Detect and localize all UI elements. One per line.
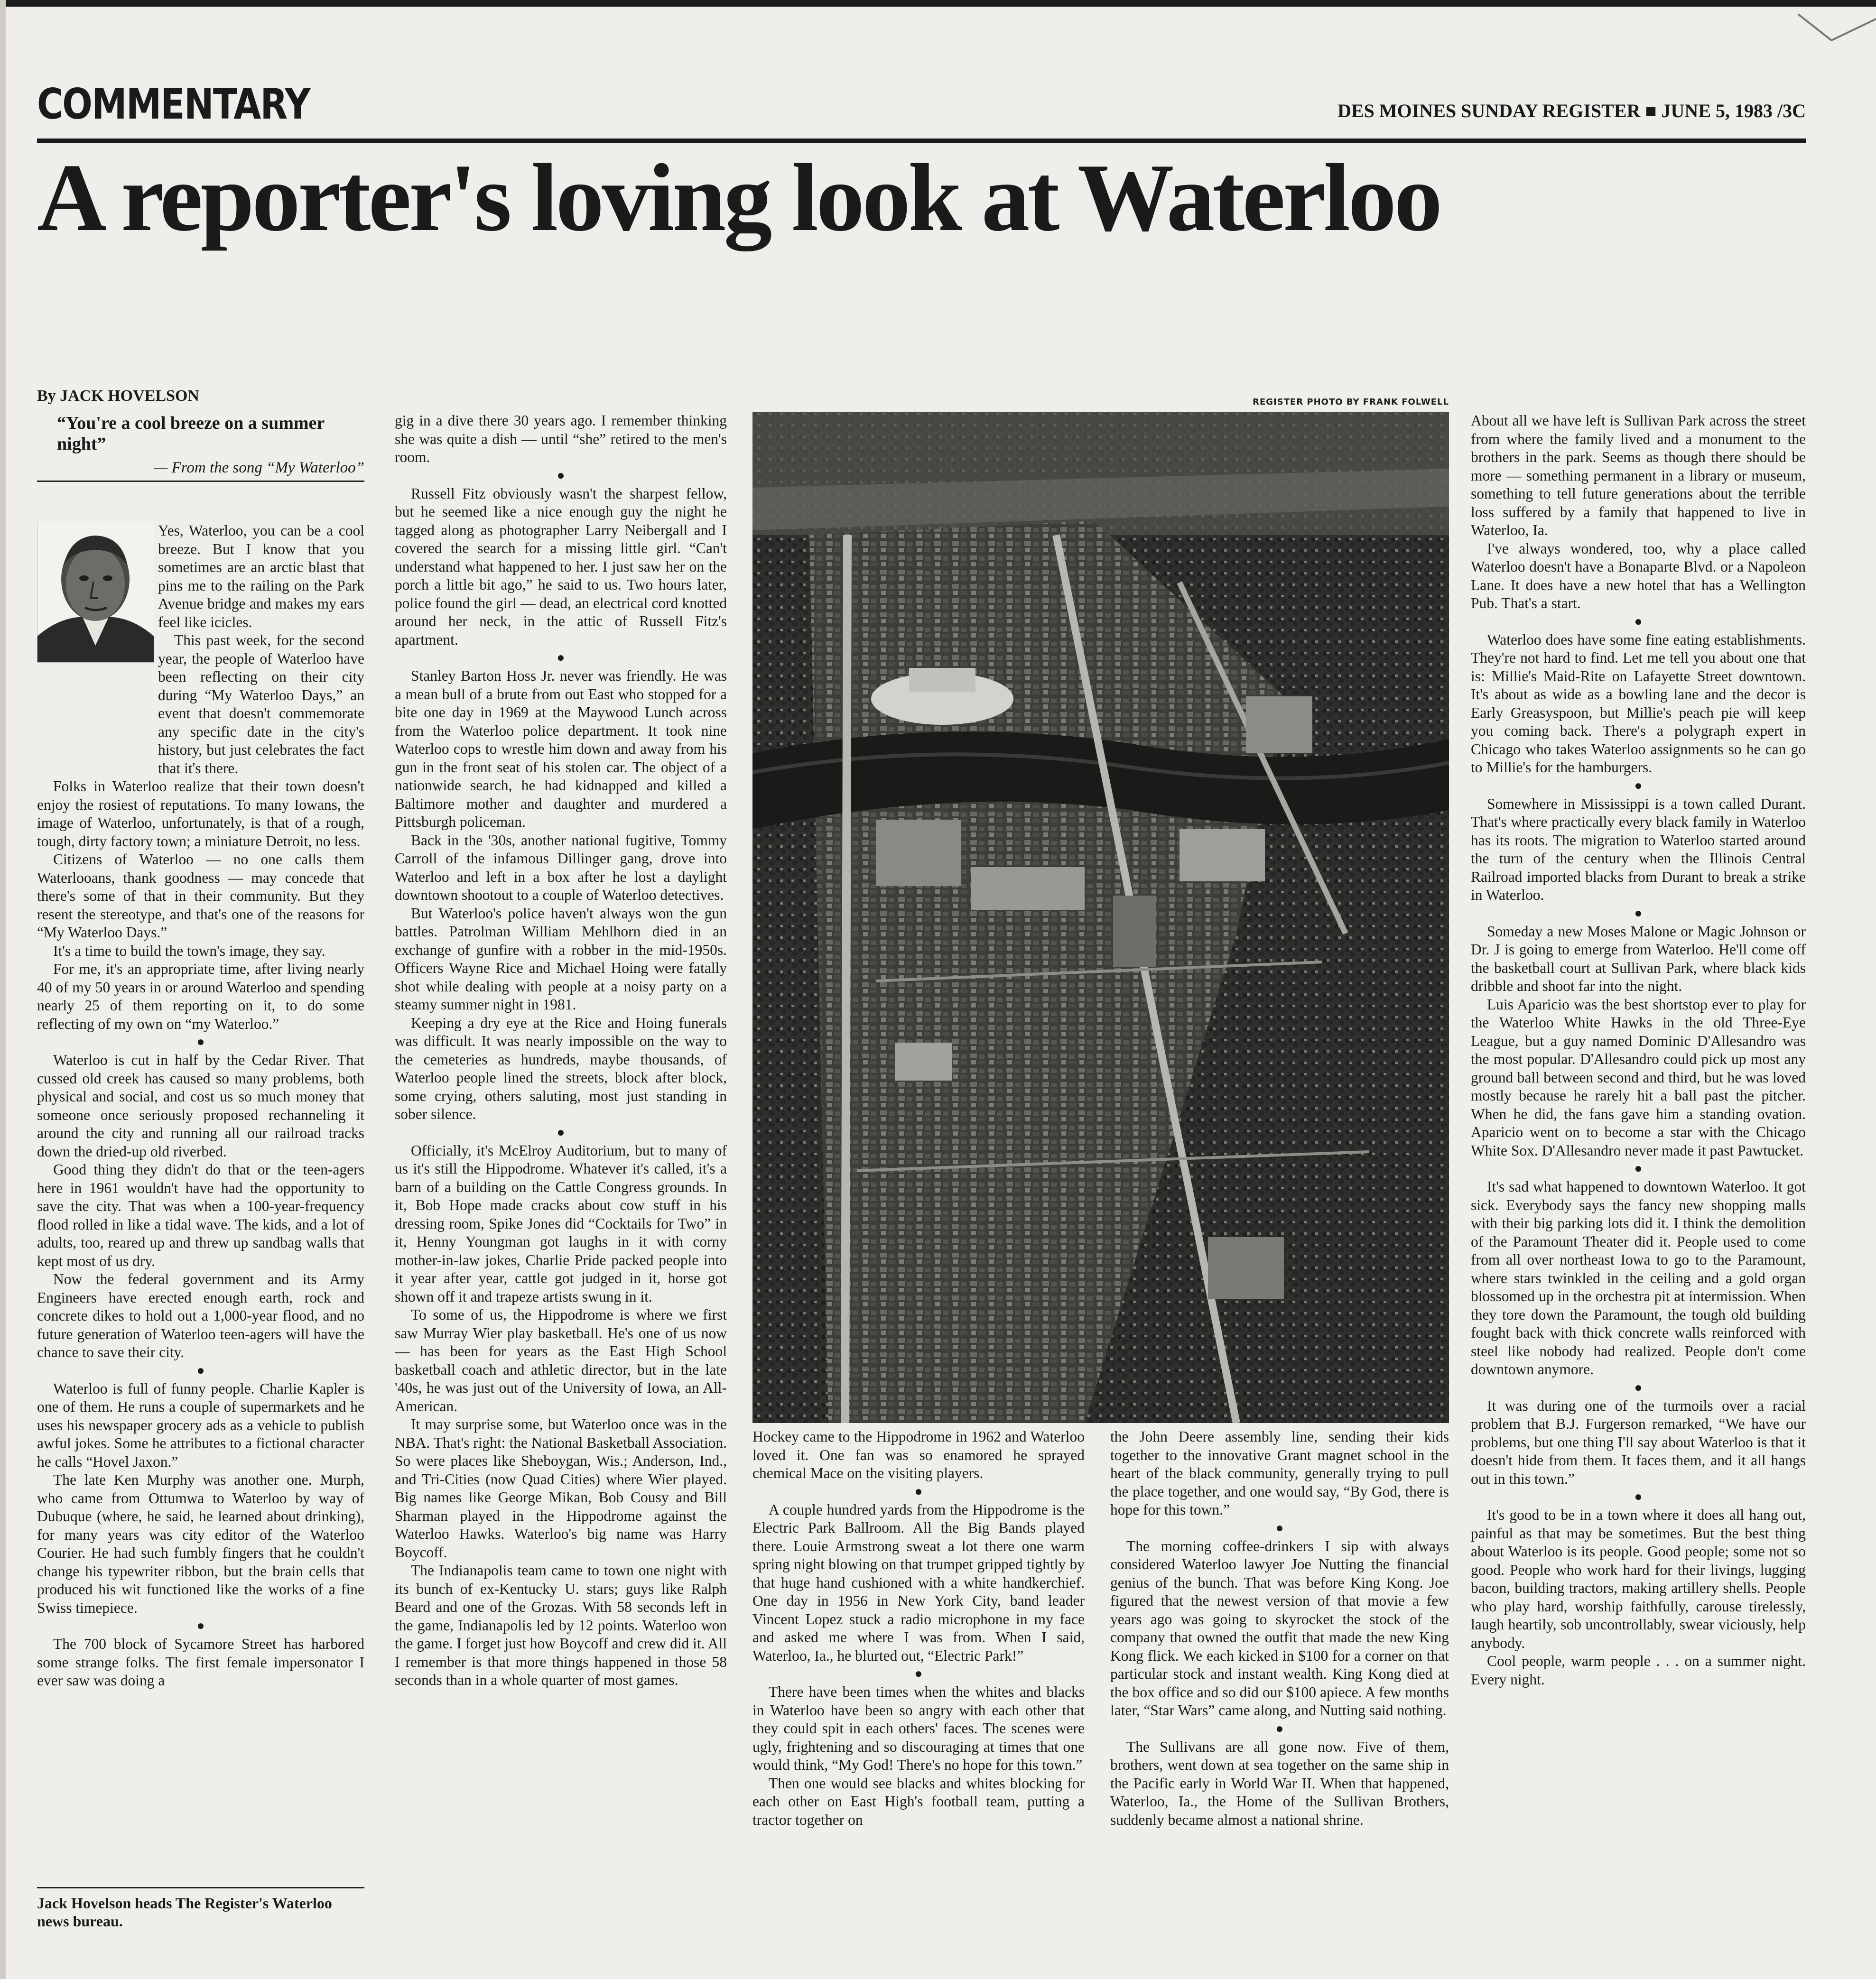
section-bullet: ● — [1634, 1489, 1643, 1504]
paragraph: There have been times when the whites and blacks in Waterloo have been so angry with each other that they could spit in each others' faces. The scenes were ugly, frightening and so discouraging at times that one would think, “My God! There's no hope for this town.” — [752, 1683, 1085, 1773]
section-bullet: ● — [196, 1618, 205, 1633]
paragraph: Officially, it's McElroy Auditorium, but to many of us it's still the Hippodrome. Whatever it's called, it's a barn of a building on the Cattle Congress grounds. In it, Bob Hope made cracks about cow stuff in his dressing room, Spike Jones did “Cocktails for Two” in it, Henny Youngman got laughs in it with corny mother-in-law jokes, Charlie Pride packed people into it year after year, cattle got judged in it, horse got shown off it and trapeze artists swung in it. — [395, 1142, 727, 1305]
paragraph: Waterloo does have some fine eating establishments. They're not hard to find. Let me tell you about one that is: Millie's Maid-Rite on Lafayette Street downtown. It's about as wide as a bowling lane and the decor is Early Greasyspoon, but Millie's peach pie will keep you coming back. There's a polygraph expert in Chicago who takes Waterloo assignments so he can go to Millie's for the hamburgers. — [1471, 631, 1806, 776]
paragraph: Stanley Barton Hoss Jr. never was friendly. He was a mean bull of a brute from out East who stopped for a bite one day in 1969 at the Maywood Lunch across from the Waterloo police department. It took nine Waterloo cops to wrestle him down and away from his gun in the front seat of his stolen car. The object of a nationwide search, he had kidnapped and killed a Baltimore mother and daughter and murdered a Pittsburgh policeman. — [395, 667, 727, 830]
paragraph: About all we have left is Sullivan Park across the street from where the family lived and a monument to the brothers in the park. Seems as though there should be more — something permanent in a library or museum, something to tell future generations about the terrible loss suffered by a family that happened to live in Waterloo, Ia. — [1471, 412, 1806, 538]
paragraph: gig in a dive there 30 years ago. I remember thinking she was quite a dish — until “she” retired to the men's room. — [395, 412, 727, 465]
article-column-1 — [37, 522, 364, 1882]
epigraph-source: — From the song “My Waterloo” — [154, 459, 364, 476]
paragraph: The Indianapolis team came to town one night with its bunch of ex-Kentucky U. stars; guys like Ralph Beard and one of the Grozas. With 58 seconds left in the game, Indianapolis led by 12 points. Waterloo won the game. I forget just how Boycoff and crew did it. All I remember is that more things happened in those 58 seconds than in a whole quarter of most games. — [395, 1562, 727, 1688]
paragraph: Cool people, warm people . . . on a summer night. Every night. — [1471, 1653, 1806, 1688]
section-bullet: ● — [557, 1125, 565, 1140]
headline: A reporter's loving look at Waterloo — [37, 144, 1440, 251]
epigraph-quote: “You're a cool breeze on a summer night” — [57, 413, 325, 454]
paragraph: The 700 block of Sycamore Street has harbored some strange folks. The first female impersonator I ever saw was doing a — [37, 1636, 364, 1689]
article-column-4 — [1110, 1428, 1449, 1953]
photo-credit: REGISTER PHOTO BY FRANK FOLWELL — [1253, 397, 1449, 407]
paragraph: The Sullivans are all gone now. Five of them, brothers, went down at sea together on the same ship in the Pacific early in World War II. When that happened, Waterloo, Ia., the Home of the Sullivan Brothers, suddenly became almost a national shrine. — [1110, 1738, 1449, 1828]
section-label: COMMENTARY — [37, 80, 310, 129]
section-bullet: ● — [1634, 1380, 1643, 1395]
paragraph: The morning coffee-drinkers I sip with always considered Waterloo lawyer Joe Nutting the financial genius of the bunch. That was before King Kong. Joe figured that the newest version of that movie a few years ago was going to skyrocket the stock of the company that owned the outfit that made the new King Kong flick. We each kicked in $100 for a corner on that particular stock and instant wealth. King Kong died at the box office and so did our $100 apiece. A few months later, “Star Wars” came along, and Nutting said nothing. — [1110, 1537, 1449, 1719]
paragraph: Yes, Waterloo, you can be a cool breeze. But I know that you sometimes are an arctic blast that pins me to the railing on the Park Avenue bridge and makes my ears feel like icicles. — [158, 522, 364, 630]
paragraph: Luis Aparicio was the best shortstop ever to play for the Waterloo White Hawks in the old Three-Eye League, but a guy named Dominic D'Allesandro was the most popular. D'Allesandro could pick up most any ground ball between second and third, but he was loved mostly because he rarely hit a ball past the pitcher. When he did, the fans gave him a standing ovation. Aparicio went on to become a star with the Chicago White Sox. D'Allesandro never made it past Pawtucket. — [1471, 996, 1806, 1159]
section-bullet: ● — [557, 650, 565, 665]
paragraph: It's good to be in a town where it does all hang out, painful as that may be sometimes. But the best thing about Waterloo is its people. Good people; some not so good. People who work hard for their livings, lugging bacon, building tractors, making artillery shells. People who play hard, worship faithfully, carouse tirelessly, laugh heartily, sob uncontrollably, swear viciously, help anybody. — [1471, 1507, 1806, 1651]
epigraph-rule — [37, 481, 364, 482]
paragraph: Good thing they didn't do that or the teen-agers here in 1961 wouldn't have had the opportunity to save the city. That was when a 100-year-frequency flood rolled in like a tidal wave. The kids, and a lot of adults, too, reared up and threw up sandbag walls that kept most of us dry. — [37, 1161, 364, 1269]
paragraph: This past week, for the second year, the people of Waterloo have been reflecting on their city during “My Waterloo Days,” an event that doesn't commemorate any specific date in the city's history, but just celebrates the fact that it's there. — [158, 632, 364, 777]
section-bullet: ● — [914, 1484, 923, 1499]
aerial-photo — [752, 412, 1449, 1423]
article-column-2 — [395, 412, 727, 1953]
section-bullet: ● — [196, 1363, 205, 1378]
paragraph: For me, it's an appropriate time, after living nearly 40 of my 50 years in or around Waterloo and spending nearly 25 of them reporting on it, to do some reflecting of my own on “my Waterloo.” — [37, 961, 364, 1032]
section-bullet: ● — [1634, 778, 1643, 793]
section-bullet: ● — [1275, 1520, 1284, 1535]
paragraph: I've always wondered, too, why a place called Waterloo doesn't have a Bonaparte Blvd. or a Napoleon Lane. It does have a new hotel that has a Wellington Pub. That's a start. — [1471, 540, 1806, 611]
section-bullet: ● — [1275, 1721, 1284, 1736]
epigraph — [37, 413, 364, 482]
byline: By JACK HOVELSON — [37, 387, 199, 405]
paragraph: It's a time to build the town's image, they say. — [53, 942, 325, 959]
section-bullet: ● — [1634, 906, 1643, 921]
paragraph: Russell Fitz obviously wasn't the sharpest fellow, but he seemed like a nice enough guy the night he tagged along as photographer Larry Neibergall and I covered the search for a missing little girl. “Can't understand what happened to her. I just saw her on the porch a little bit ago,” he said to us. Two hours later, police found the girl — dead, an electrical cord knotted around her neck, in the attic of Russell Fitz's apartment. — [395, 485, 727, 648]
paragraph: But Waterloo's police haven't always won the gun battles. Patrolman William Mehlhorn died in an exchange of gunfire with a robber in the mid-1950s. Officers Wayne Rice and Michael Hoing were fatally shot while dealing with people at a noisy party on a steamy summer night in 1981. — [395, 905, 727, 1013]
section-bullet: ● — [1634, 1161, 1643, 1176]
paragraph: Someday a new Moses Malone or Magic Johnson or Dr. J is going to emerge from Waterloo. He'll come off the basketball court at Sullivan Park, where black kids dribble and shoot far into the night. — [1471, 923, 1806, 994]
paragraph: Now the federal government and its Army Engineers have erected enough earth, rock and concrete dikes to hold out a 1,000-year flood, and no future generation of Waterloo teen-agers will have the chance to save their city. — [37, 1271, 364, 1360]
paragraph: The late Ken Murphy was another one. Murph, who came from Ottumwa to Waterloo by way of Dubuque (where, he said, he learned about drinking), for many years was city editor of the Waterloo Courier. He had such fumbly fingers that he couldn't change his typewriter ribbon, but the brain cells that produced his wit functioned like the works of a fine Swiss timepiece. — [37, 1471, 364, 1616]
paragraph: Then one would see blacks and whites blocking for each other on East High's football team, putting a tractor together on — [752, 1775, 1085, 1828]
article-column-5 — [1471, 412, 1806, 1953]
paragraph: Waterloo is cut in half by the Cedar River. That cussed old creek has caused so many problems, both physical and social, and cost us so much money that someone once seriously proposed rechanneling it around the city and running all our railroad tracks down the dried-up old riverbed. — [37, 1052, 364, 1160]
paragraph: Hockey came to the Hippodrome in 1962 and Waterloo loved it. One fan was so enamored he sprayed chemical Mace on the visiting players. — [752, 1428, 1085, 1481]
paragraph: To some of us, the Hippodrome is where we first saw Murray Wier play basketball. He's one of us now — has been for years as the East High School basketball coach and athletic director, but in the late '40s, he was just out of the University of Iowa, an All-American. — [395, 1306, 727, 1415]
section-bullet: ● — [557, 468, 565, 483]
paragraph: Folks in Waterloo realize that their town doesn't enjoy the rosiest of reputations. To many Iowans, the image of Waterloo, unfortunately, is that of a rough, tough, dirty factory town; a miniature Detroit, no less. — [37, 778, 364, 850]
paragraph: A couple hundred yards from the Hippodrome is the Electric Park Ballroom. All the Big Bands played there. Louie Armstrong sweat a lot there one warm spring night blowing on that trumpet gripped tightly by that huge hand cushioned with a white handkerchief. One day in 1956 in New York City, band leader Vincent Lopez stuck a radio microphone in my face and asked me where I was from. When I said, Waterloo, Ia., he blurted out, “Electric Park!” — [752, 1501, 1085, 1664]
article-column-3 — [752, 1428, 1085, 1953]
paragraph: Somewhere in Mississippi is a town called Durant. That's where practically every black family in Waterloo has its roots. The migration to Waterloo started around the turn of the century when the Illinois Central Railroad imported blacks from Durant to break a strike in Waterloo. — [1471, 795, 1806, 903]
paragraph: Keeping a dry eye at the Rice and Hoing funerals was difficult. It was nearly impossible on the way to the cemeteries as hundreds, maybe thousands, of Waterloo people lined the streets, block after block, some crying, others saluting, most just standing in sober silence. — [395, 1014, 727, 1122]
paragraph: It's sad what happened to downtown Waterloo. It got sick. Everybody says the fancy new shopping malls with their big parking lots did it. I think the demolition of the Paramount Theater did it. People used to come from all over northeast Iowa to go to the Paramount, where stars twinkled in the ceiling and a gold organ blossomed up in the orchestra pit at intermission. When they tore down the Paramount, the tough old building fought back with thick concrete walls reinforced with steel like nobody had realized. People don't come downtown anymore. — [1471, 1178, 1806, 1378]
paragraph: Citizens of Waterloo — no one calls them Waterlooans, thank goodness — may concede that there's some of that in their community. But they resent the stereotype, and that's one of the reasons for “My Waterloo Days.” — [37, 851, 364, 941]
author-tagline: Jack Hovelson heads The Register's Waterloo news bureau. — [37, 1887, 364, 1930]
section-bullet: ● — [914, 1666, 923, 1681]
paragraph: It was during one of the turmoils over a racial problem that B.J. Furgerson remarked, “We have our problems, but one thing I'll say about Waterloo is that it doesn't hide from them. It faces them, and it all hangs out in this town.” — [1471, 1397, 1806, 1487]
paragraph: Waterloo is full of funny people. Charlie Kapler is one of them. He runs a couple of supermarkets and he uses his newspaper grocery ads as a vehicle to publish awful jokes. Some he attributes to a fictional character he calls “Hovel Jaxon.” — [37, 1380, 364, 1470]
dateline: DES MOINES SUNDAY REGISTER ■ JUNE 5, 1983 /3C — [1337, 100, 1806, 121]
section-bullet: ● — [1634, 614, 1643, 629]
paragraph: It may surprise some, but Waterloo once was in the NBA. That's right: the National Basketball Association. So were places like Sheboygan, Wis.; Anderson, Ind., and Tri-Cities (now Quad Cities) where Wier played. Big names like George Mikan, Bob Cousy and Bill Sharman played in the Hippodrome against the Waterloo Hawks. Waterloo's big name was Harry Boycoff. — [395, 1416, 727, 1561]
section-bullet: ● — [196, 1035, 205, 1049]
paragraph: Back in the '30s, another national fugitive, Tommy Carroll of the infamous Dillinger gang, drove into Waterloo and left in a box after he lost a daylight downtown shootout to a couple of Waterloo detectives. — [395, 832, 727, 903]
paragraph: the John Deere assembly line, sending their kids together to the innovative Grant magnet school in the heart of the black community, generally trying to pull the place together, and one would say, “By God, there is hope for this town.” — [1110, 1428, 1449, 1518]
